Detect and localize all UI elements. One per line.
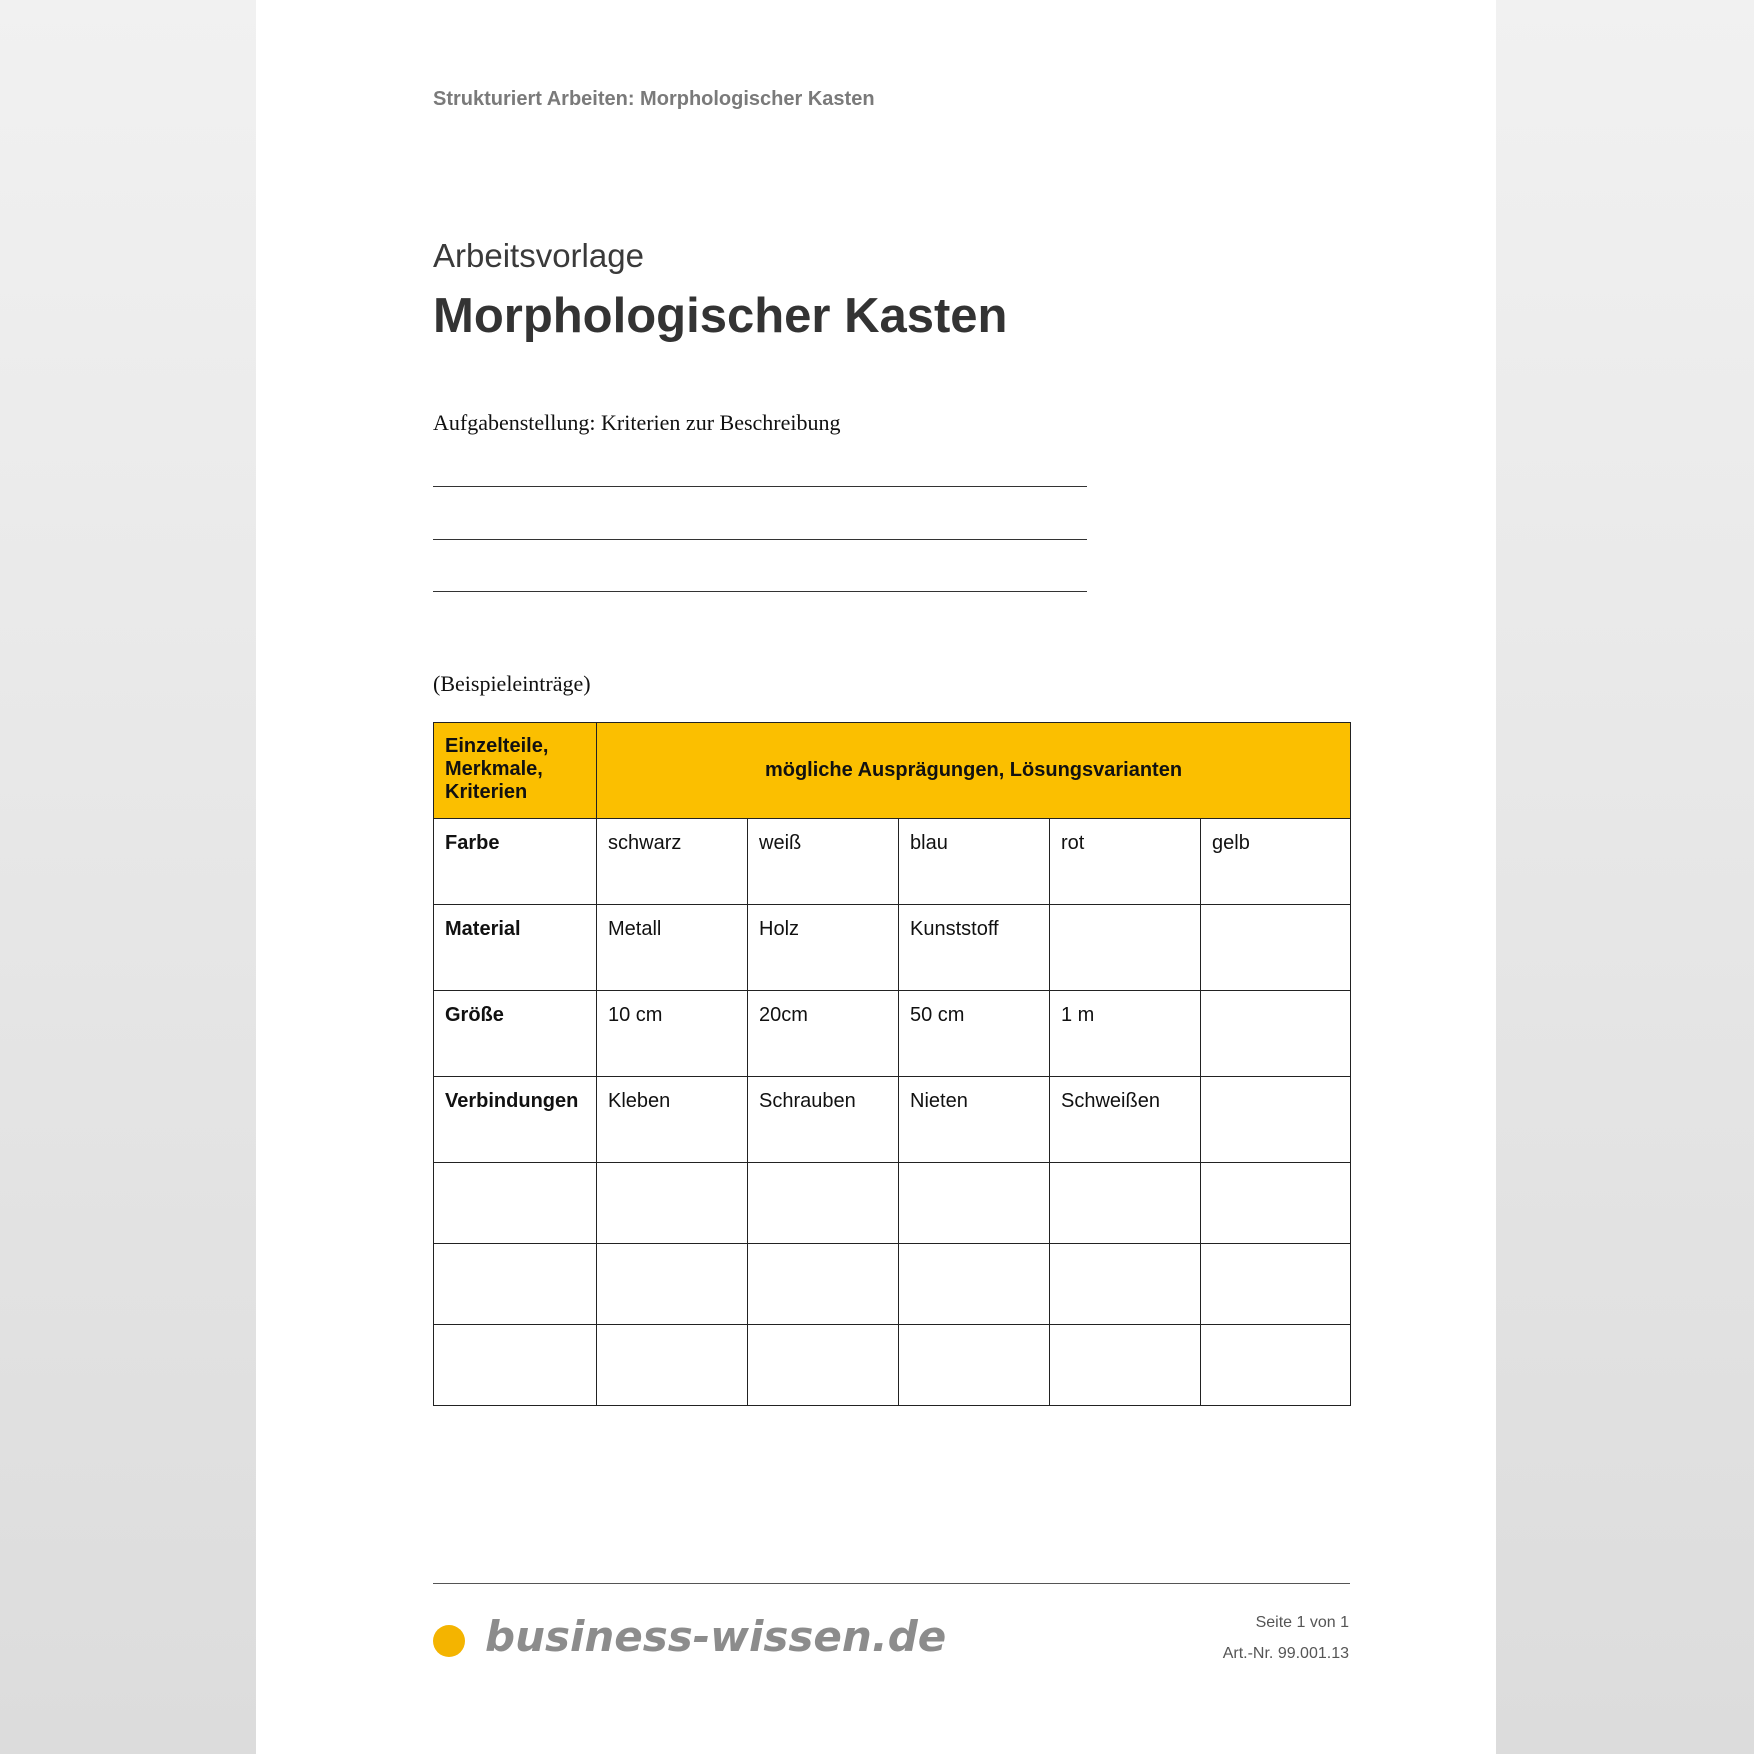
value-cell: Holz <box>748 905 899 991</box>
header-variants-cell: mögliche Ausprägungen, Lösungsvarianten <box>597 723 1351 819</box>
value-cell <box>1050 1244 1201 1325</box>
value-cell: blau <box>899 819 1050 905</box>
value-cell <box>1201 991 1351 1077</box>
value-cell <box>748 1244 899 1325</box>
value-cell: Schrauben <box>748 1077 899 1163</box>
value-cell <box>597 1163 748 1244</box>
brand-logo: business-wissen.de <box>485 1612 947 1661</box>
value-cell <box>899 1163 1050 1244</box>
document-subtitle: Arbeitsvorlage <box>433 237 644 274</box>
write-line <box>433 591 1087 592</box>
value-cell: Kunststoff <box>899 905 1050 991</box>
table-row <box>434 819 1351 905</box>
page-number: Seite 1 von 1 <box>1255 1614 1349 1631</box>
table-row <box>434 1077 1351 1163</box>
value-cell: gelb <box>1201 819 1351 905</box>
value-cell: Kleben <box>597 1077 748 1163</box>
article-number: Art.-Nr. 99.001.13 <box>1222 1645 1349 1662</box>
value-cell: Nieten <box>899 1077 1050 1163</box>
value-cell: Schweißen <box>1050 1077 1201 1163</box>
morphological-box-table <box>433 722 1351 1406</box>
value-cell <box>748 1163 899 1244</box>
value-cell <box>1201 1244 1351 1325</box>
header-criteria-cell: Einzelteile, Merkmale, Kriterien <box>434 723 597 819</box>
criterion-cell <box>434 1244 597 1325</box>
value-cell: Metall <box>597 905 748 991</box>
table-header-row <box>434 723 1351 819</box>
value-cell: weiß <box>748 819 899 905</box>
task-label: Aufgabenstellung: Kriterien zur Beschreibung <box>433 410 841 435</box>
document-page <box>256 0 1496 1754</box>
table-row <box>434 1325 1351 1406</box>
value-cell: 10 cm <box>597 991 748 1077</box>
value-cell: 20cm <box>748 991 899 1077</box>
value-cell: rot <box>1050 819 1201 905</box>
footer-divider <box>433 1583 1350 1584</box>
write-line <box>433 486 1087 487</box>
criterion-cell <box>434 1325 597 1406</box>
value-cell <box>899 1325 1050 1406</box>
criterion-cell: Material <box>434 905 597 991</box>
example-label: (Beispieleinträge) <box>433 671 591 696</box>
value-cell <box>1050 1325 1201 1406</box>
table-row <box>434 991 1351 1077</box>
document-title: Morphologischer Kasten <box>433 289 1008 343</box>
table-row <box>434 905 1351 991</box>
write-line <box>433 539 1087 540</box>
value-cell <box>597 1244 748 1325</box>
criterion-cell: Verbindungen <box>434 1077 597 1163</box>
value-cell <box>1050 905 1201 991</box>
value-cell <box>1201 905 1351 991</box>
value-cell: 1 m <box>1050 991 1201 1077</box>
value-cell <box>1050 1163 1201 1244</box>
running-header: Strukturiert Arbeiten: Morphologischer Kasten <box>433 88 875 110</box>
table-row <box>434 1163 1351 1244</box>
criterion-cell: Größe <box>434 991 597 1077</box>
page-info <box>1223 1607 1349 1669</box>
value-cell <box>748 1325 899 1406</box>
criterion-cell: Farbe <box>434 819 597 905</box>
value-cell: 50 cm <box>899 991 1050 1077</box>
value-cell: schwarz <box>597 819 748 905</box>
table-row <box>434 1244 1351 1325</box>
value-cell <box>1201 1163 1351 1244</box>
logo-dot-icon <box>433 1625 465 1657</box>
value-cell <box>1201 1325 1351 1406</box>
value-cell <box>1201 1077 1351 1163</box>
value-cell <box>899 1244 1050 1325</box>
value-cell <box>597 1325 748 1406</box>
criterion-cell <box>434 1163 597 1244</box>
